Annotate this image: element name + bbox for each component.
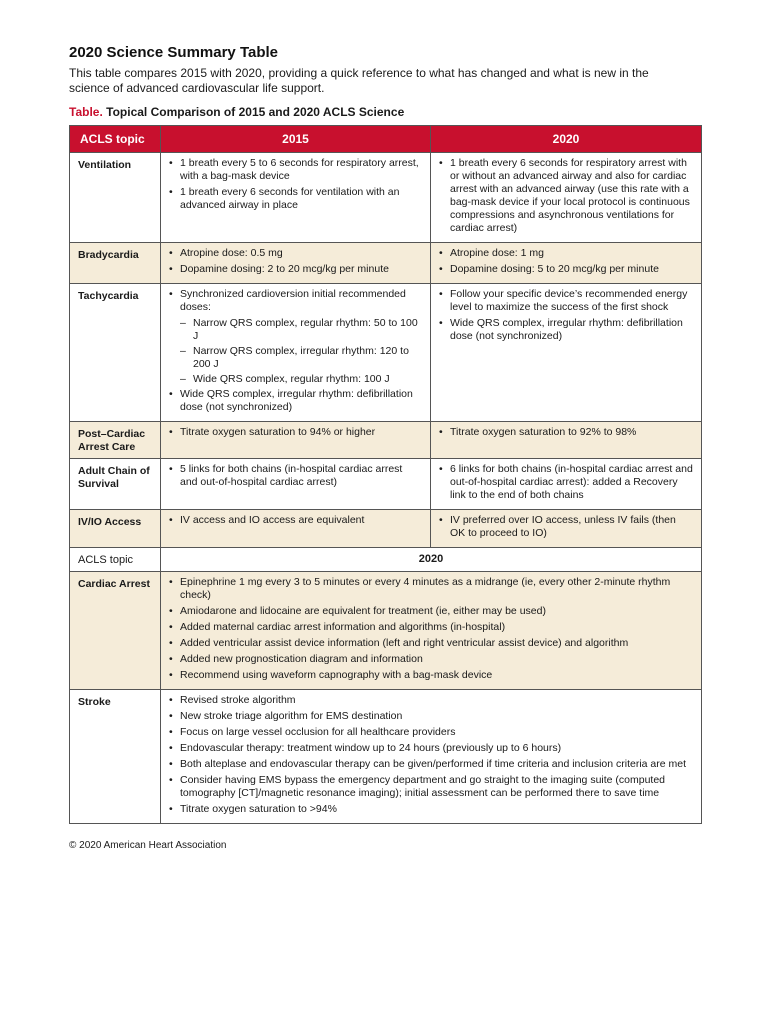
bullet-item: • Endovascular therapy: treatment window up to 24 hours (previously up to 6 hours) xyxy=(169,742,693,755)
bullet-list xyxy=(169,288,422,414)
topic-cell: Stroke xyxy=(70,690,161,824)
document-page xyxy=(69,44,701,851)
bullet-item: • Titrate oxygen saturation to >94% xyxy=(169,803,693,816)
table-row xyxy=(70,459,702,510)
bullet-list xyxy=(439,157,693,235)
topic-cell: Post–Cardiac Arrest Care xyxy=(70,422,161,459)
bullet-item: • Atropine dose: 1 mg xyxy=(439,247,693,260)
bullet-item: • Titrate oxygen saturation to 94% or higher xyxy=(169,426,422,439)
bullet-list xyxy=(439,426,693,439)
cell-2020 xyxy=(161,690,702,824)
table-row xyxy=(70,422,702,459)
bullet-item: • Revised stroke algorithm xyxy=(169,694,693,707)
bullet-list xyxy=(169,694,693,816)
section-header-2020: 2020 xyxy=(161,548,702,572)
bullet-item: • Titrate oxygen saturation to 92% to 98% xyxy=(439,426,693,439)
bullet-item: • Both alteplase and endovascular therapy can be given/performed if time criteria and inclusion criteria are met xyxy=(169,758,693,771)
bullet-item: • Dopamine dosing: 5 to 20 mcg/kg per minute xyxy=(439,263,693,276)
bullet-item: • Atropine dose: 0.5 mg xyxy=(169,247,422,260)
cell-2020 xyxy=(161,572,702,690)
bullet-item: – Wide QRS complex, regular rhythm: 100 J xyxy=(169,373,422,386)
topic-cell: Tachycardia xyxy=(70,284,161,422)
topic-cell: Ventilation xyxy=(70,153,161,243)
bullet-list xyxy=(169,247,422,276)
bullet-item: • Synchronized cardioversion initial recommended doses: xyxy=(169,288,422,314)
page-title: 2020 Science Summary Table xyxy=(69,44,279,61)
table-row xyxy=(70,243,702,284)
bullet-item: • 1 breath every 5 to 6 seconds for respiratory arrest, with a bag-mask device xyxy=(169,157,422,183)
bullet-list xyxy=(169,576,693,682)
cell-2020 xyxy=(431,284,702,422)
topic-cell: Adult Chain of Survival xyxy=(70,459,161,510)
bullet-item: • 1 breath every 6 seconds for respiratory arrest with or without an advanced airway and also for cardiac arrest with an advanced airway (use this rate with a bag-mask device if your local protocol is continuous compressions and asynchronous ventilations for cardiac arrest) xyxy=(439,157,693,235)
table-row xyxy=(70,690,702,824)
caption-text: Topical Comparison of 2015 and 2020 ACLS Science xyxy=(106,105,405,119)
cell-2020 xyxy=(431,459,702,510)
cell-2020 xyxy=(431,422,702,459)
bullet-item: • Epinephrine 1 mg every 3 to 5 minutes or every 4 minutes as a midrange (ie, every other 2-minute rhythm check) xyxy=(169,576,693,602)
bullet-item: • Follow your specific device’s recommended energy level to maximize the success of the first shock xyxy=(439,288,693,314)
bullet-item: • New stroke triage algorithm for EMS destination xyxy=(169,710,693,723)
bullet-item: • Recommend using waveform capnography with a bag-mask device xyxy=(169,669,693,682)
cell-2020 xyxy=(431,243,702,284)
bullet-item: • IV access and IO access are equivalent xyxy=(169,514,422,527)
bullet-list xyxy=(439,514,693,540)
bullet-item: • 6 links for both chains (in-hospital cardiac arrest and out-of-hospital cardiac arrest): added a Recovery link to the end of both chains xyxy=(439,463,693,502)
section-header-topic: ACLS topic xyxy=(70,548,161,572)
bullet-list xyxy=(169,514,422,527)
table-caption xyxy=(69,105,701,119)
table-row xyxy=(70,510,702,548)
topic-cell: IV/IO Access xyxy=(70,510,161,548)
cell-2020 xyxy=(431,153,702,243)
caption-label: Table. xyxy=(69,105,103,119)
cell-2015 xyxy=(161,459,431,510)
bullet-item: • Wide QRS complex, irregular rhythm: defibrillation dose (not synchronized) xyxy=(169,388,422,414)
bullet-item: – Narrow QRS complex, regular rhythm: 50 to 100 J xyxy=(169,317,422,343)
bullet-list xyxy=(169,426,422,439)
cell-2015 xyxy=(161,510,431,548)
bullet-item: • Focus on large vessel occlusion for all healthcare providers xyxy=(169,726,693,739)
topic-cell: Bradycardia xyxy=(70,243,161,284)
bullet-item: • Added ventricular assist device information (left and right ventricular assist device) and algorithm xyxy=(169,637,693,650)
table-header-row xyxy=(70,126,702,153)
bullet-list xyxy=(439,247,693,276)
bullet-list xyxy=(439,288,693,343)
bullet-item: • Dopamine dosing: 2 to 20 mcg/kg per minute xyxy=(169,263,422,276)
cell-2015 xyxy=(161,243,431,284)
copyright: © 2020 American Heart Association xyxy=(69,840,227,851)
bullet-list xyxy=(169,157,422,212)
header-2015: 2015 xyxy=(161,126,431,153)
cell-2020 xyxy=(431,510,702,548)
cell-2015 xyxy=(161,153,431,243)
header-acls-topic: ACLS topic xyxy=(70,126,161,153)
bullet-item: • 5 links for both chains (in-hospital cardiac arrest and out-of-hospital cardiac arrest) xyxy=(169,463,422,489)
topic-cell: Cardiac Arrest xyxy=(70,572,161,690)
bullet-item: – Narrow QRS complex, irregular rhythm: 120 to 200 J xyxy=(169,345,422,371)
intro-paragraph: This table compares 2015 with 2020, providing a quick reference to what has changed and what is new in the science of advanced cardiovascular life support. xyxy=(69,66,649,95)
acls-comparison-table xyxy=(69,125,702,824)
bullet-list xyxy=(169,463,422,489)
bullet-item: • Consider having EMS bypass the emergency department and go straight to the imaging suite (computed tomography [CT]/magnetic resonance imaging); initial assessment can be performed there to save time xyxy=(169,774,693,800)
cell-2015 xyxy=(161,422,431,459)
table-row xyxy=(70,284,702,422)
header-2020: 2020 xyxy=(431,126,702,153)
table-row xyxy=(70,153,702,243)
bullet-item: • 1 breath every 6 seconds for ventilation with an advanced airway in place xyxy=(169,186,422,212)
bullet-list xyxy=(439,463,693,502)
table-row xyxy=(70,572,702,690)
bullet-item: • Amiodarone and lidocaine are equivalent for treatment (ie, either may be used) xyxy=(169,605,693,618)
bullet-item: • Added new prognostication diagram and information xyxy=(169,653,693,666)
bullet-item: • IV preferred over IO access, unless IV fails (then OK to proceed to IO) xyxy=(439,514,693,540)
bullet-item: • Wide QRS complex, irregular rhythm: defibrillation dose (not synchronized) xyxy=(439,317,693,343)
section-header-row xyxy=(70,548,702,572)
bullet-item: • Added maternal cardiac arrest information and algorithms (in-hospital) xyxy=(169,621,693,634)
cell-2015 xyxy=(161,284,431,422)
table-body xyxy=(70,153,702,824)
